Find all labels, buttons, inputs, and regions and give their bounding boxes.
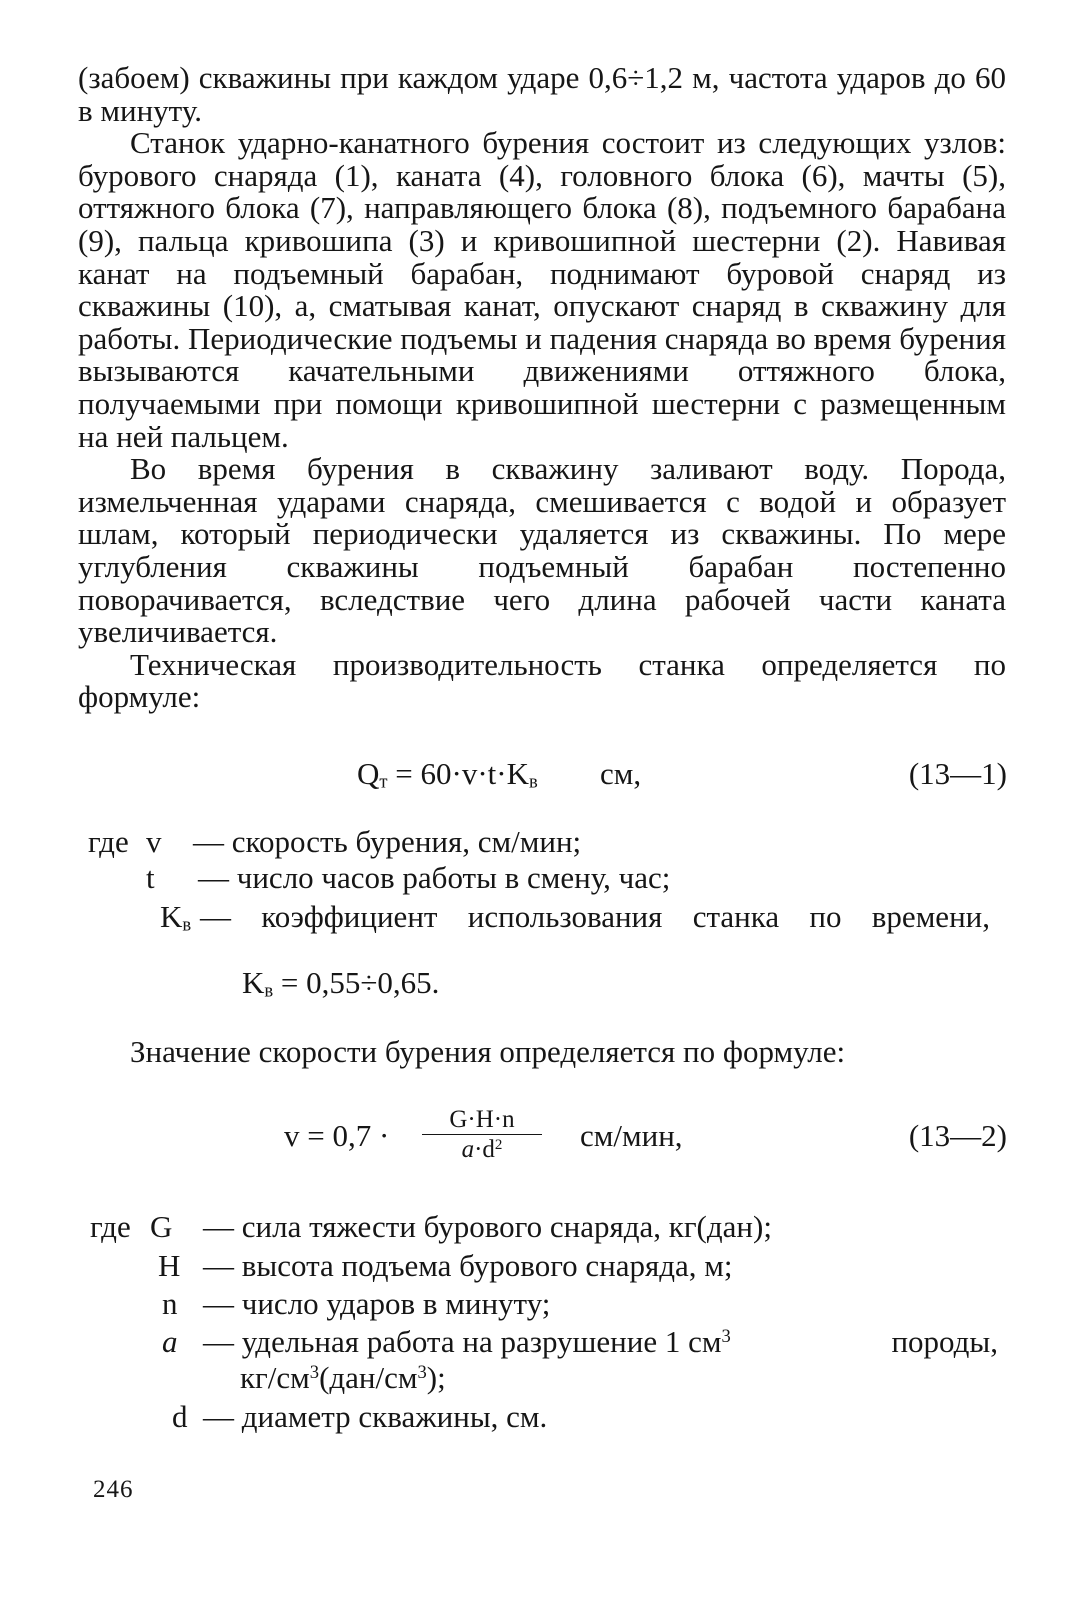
def-a-exponent-1: 3 bbox=[721, 1325, 731, 1347]
def-a-text-line-1 bbox=[203, 1326, 998, 1359]
def-h-text: — высота подъема бурового снаряда, м; bbox=[203, 1248, 733, 1283]
def-k-key bbox=[160, 901, 191, 934]
paragraph-4: Техническая производительность станка определяется по формуле: bbox=[78, 646, 1006, 715]
paragraph-5: Значение скорости бурения определяется по формуле: bbox=[130, 1034, 846, 1069]
def-a-key: a bbox=[162, 1324, 178, 1359]
formula-13-1-lhs: Q bbox=[357, 756, 380, 791]
formula-13-2-unit: см/мин, bbox=[580, 1118, 683, 1153]
formula-13-1-unit: см, bbox=[600, 756, 642, 791]
formula-13-1-lhs-subscript: т bbox=[379, 771, 388, 793]
def-g-key: G bbox=[150, 1209, 173, 1244]
def-a-text-part-1 bbox=[203, 1326, 731, 1359]
def-k-value-letter: K bbox=[242, 965, 265, 1000]
body-text-middle bbox=[130, 1036, 930, 1069]
def-d-key: d bbox=[172, 1399, 188, 1434]
formula-13-1-rhs: = 60·v·t·K bbox=[387, 756, 529, 791]
def-k-letter: K bbox=[160, 899, 183, 934]
body-text-top bbox=[78, 62, 1006, 714]
paragraph-2: Станок ударно-канатного бурения состоит из следующих узлов: бурового снаряда (1), каната (4), головного блока (6), мачты (5), оттяжного блока (7), направляющего блока (8), подъемного барабана (9), пальца кривошипа (3) и кривошипной шестерни (2). Навивая канат на подъемный барабан, поднимают буровой снаряд из скважины (10), а, сматывая канат, опускают снаряд в скважину для работы. Периодические подъемы и падения снаряда во время бурения вызываются качательными движениями оттяжного блока, получаемыми при помощи кривошипной шестерни с размещенным на ней пальцем. bbox=[78, 125, 1006, 454]
def-a-exponent-2: 3 bbox=[309, 1361, 320, 1383]
def-k-value-range: = 0,55÷0,65. bbox=[273, 965, 440, 1000]
def-a-text-1: — удельная работа на разрушение 1 см bbox=[203, 1324, 722, 1359]
paragraph-3: Во время бурения в скважину заливают воду. Порода, измельченная ударами снаряда, смешивается с водой и образует шлам, который периодически удаляется из скважины. По мере углубления скважины подъемный барабан постепенно поворачивается, вследствие чего длина рабочей части каната увеличивается. bbox=[78, 451, 1006, 650]
def-a-text-2: породы, bbox=[891, 1324, 998, 1359]
def-a-text-5: ); bbox=[426, 1360, 446, 1395]
paragraph-1: (забоем) скважины при каждом ударе 0,6÷1,2 м, частота ударов до 60 в минуту. bbox=[78, 60, 1006, 128]
def-a-text-4: (дан/см bbox=[319, 1360, 418, 1395]
formula-13-1-expression bbox=[357, 758, 538, 791]
def-v-text: — скорость бурения, см/мин; bbox=[193, 824, 582, 859]
def-k-text: — коэффициент использования станка по времени, bbox=[200, 899, 990, 934]
def-h-key: H bbox=[158, 1248, 181, 1283]
def-a-text-3: кг/см bbox=[240, 1360, 310, 1395]
def-d-text: — диаметр скважины, см. bbox=[203, 1399, 548, 1434]
def-t-key: t bbox=[146, 860, 155, 895]
def-k-value bbox=[242, 967, 439, 1000]
def-a-text-line-2 bbox=[240, 1362, 446, 1395]
formula-13-2-denominator-exponent: 2 bbox=[494, 1136, 503, 1153]
formula-13-1-rhs-subscript: в bbox=[528, 771, 538, 793]
formula-13-2-denominator-d: ·d bbox=[474, 1136, 495, 1163]
def-t-text: — число часов работы в смену, час; bbox=[198, 860, 671, 895]
formula-13-1-number: (13—1) bbox=[908, 756, 1007, 791]
def-a-exponent-3: 3 bbox=[417, 1361, 427, 1383]
def-n-text: — число ударов в минуту; bbox=[203, 1286, 551, 1321]
definitions-13-1-where: где bbox=[88, 824, 129, 859]
def-k-subscript: в bbox=[182, 914, 192, 936]
formula-13-2-lhs: v = 0,7 · bbox=[284, 1118, 390, 1153]
definitions-13-2-where: где bbox=[90, 1209, 131, 1244]
formula-13-2-denominator-a: a bbox=[461, 1136, 475, 1163]
formula-13-2-fraction bbox=[422, 1106, 542, 1165]
def-k-value-subscript: в bbox=[264, 980, 274, 1002]
formula-13-2-denominator bbox=[422, 1135, 542, 1165]
def-n-key: n bbox=[162, 1286, 178, 1321]
formula-13-2-number: (13—2) bbox=[908, 1118, 1007, 1153]
formula-13-2-numerator: G·H·n bbox=[422, 1106, 542, 1135]
def-g-text: — сила тяжести бурового снаряда, кг(дан); bbox=[203, 1209, 772, 1244]
def-v-key: v bbox=[146, 824, 162, 859]
page-number: 246 bbox=[93, 1476, 134, 1503]
formula-13-1 bbox=[0, 758, 1085, 798]
